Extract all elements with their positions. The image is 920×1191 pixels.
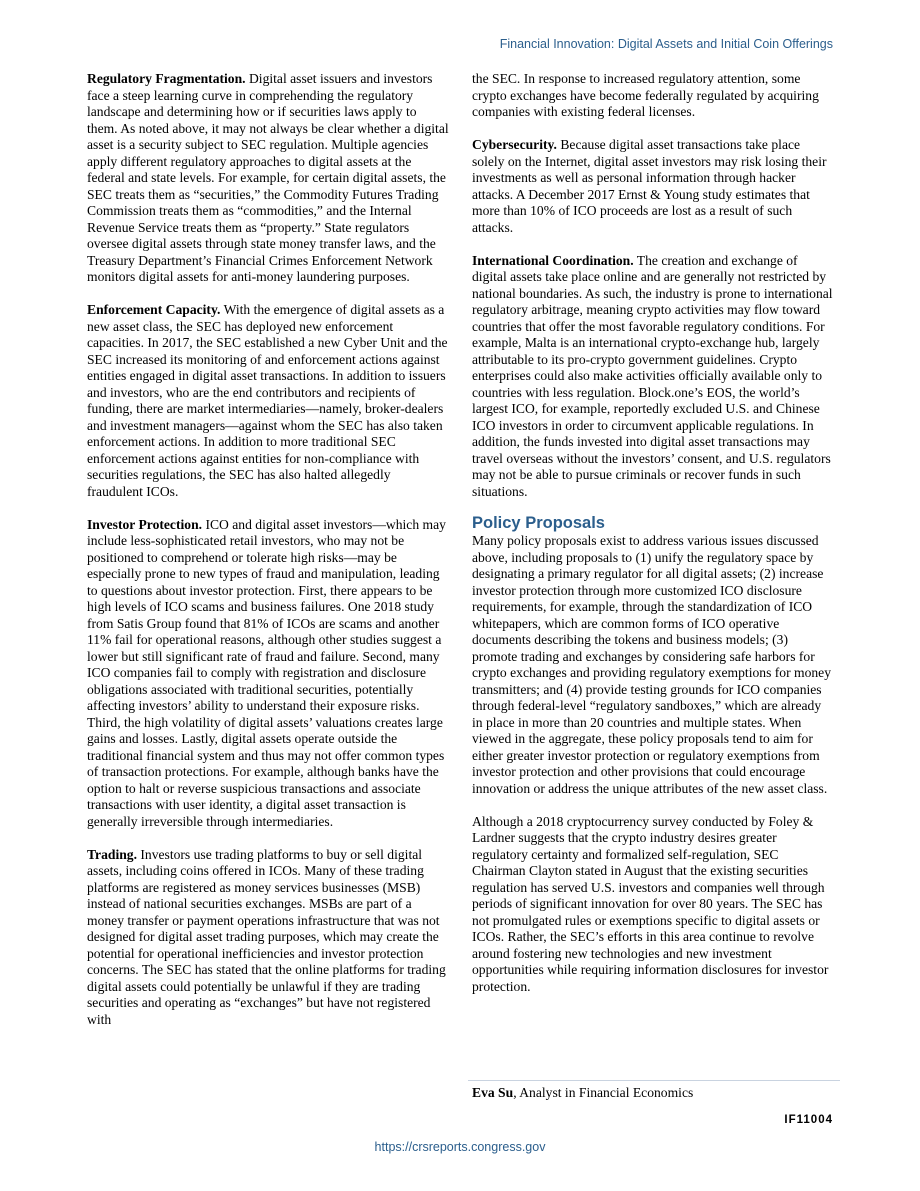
document-number: IF11004 [784, 1114, 833, 1126]
paragraph-heading: Enforcement Capacity. [87, 302, 221, 317]
paragraph-text: Because digital asset transactions take place solely on the Internet, digital asset investors may risk losing their investments as well as personal information through hacker attacks. A December 2017 Ernst & Young study estimates that more than 10% of ICO proceeds are lost as a result of such attacks. [472, 137, 827, 235]
paragraph-cybersecurity [472, 137, 834, 236]
paragraph-text: ICO and digital asset investors—which may include less-sophisticated retail investors, who may not be positioned to comprehend or tolerate high risks—may be especially prone to new types of fraud and manipulation, leading to questions about investor protection. First, there appears to be high levels of ICO scams and business failures. One 2018 study from Satis Group found that 81% of ICOs are scams and another 11% fail for operational reasons, although other studies suggest a lower but still significant rate of fraud and failure. Second, many ICO companies fail to comply with registration and disclosure obligations associated with traditional securities, potentially affecting investors’ ability to understand their exposure risks. Third, the high volatility of digital assets’ valuations creates large gains and losses. Lastly, digital assets operate outside the traditional financial system and thus may not offer common types of transaction protections. For example, although banks have the option to halt or reverse suspicious transactions and associate transactions with user identity, a digital asset transaction is generally irreversible through intermediaries. [87, 516, 446, 829]
paragraph-text: The creation and exchange of digital assets take place online and are generally not restricted by national boundaries. As such, the industry is prone to international regulatory arbitrage, meaning crypto activities may flow toward countries that offer the most favorable regulatory conditions. For example, Malta is an international crypto-exchange hub, largely attributable to its pro-crypto government guidelines. Crypto enterprises could also make activities officially available only to countries with less regulation. Block.one’s EOS, the world’s largest ICO, for example, reportedly excluded U.S. and Chinese ICO investors in order to circumvent applicable regulations. In addition, the funds invested into digital asset transactions may travel overseas without the investors’ consent, and U.S. regulators may not be able to pursue criminals or recover funds in such situations. [472, 252, 833, 499]
right-column [472, 71, 834, 1012]
paragraph-text: Investors use trading platforms to buy or sell digital assets, including coins offered in ICOs. Many of these trading platforms are registered as money services businesses (MSB) instead of national securities exchanges. MSBs are part of a money transfer or payment operations infrastructure that was not designed for digital asset trading purposes, which may create the potential for operational inefficiencies and investor protection concerns. The SEC has stated that the online platforms for trading digital assets could potentially be unlawful if they are trading securities and operating as “exchanges” but have not registered with [87, 846, 446, 1027]
paragraph-trading [87, 847, 449, 1029]
paragraph-international-coordination [472, 253, 834, 501]
paragraph-text: Digital asset issuers and investors face a steep learning curve in comprehending the regulatory landscape and determining how or if securities laws apply to them. As noted above, it may not always be clear whether a digital asset is a security subject to SEC regulation. Multiple agencies apply different regulatory approaches to digital assets at the federal and state levels. For example, for certain digital assets, the SEC treats them as “securities,” the Commodity Futures Trading Commission treats them as “commodities,” and the Internal Revenue Service treats them as “property.” State regulators oversee digital assets through state money transfer laws, and the Treasury Department’s Financial Crimes Enforcement Network monitors digital assets for anti-money laundering purposes. [87, 71, 449, 284]
author-name: Eva Su [472, 1085, 514, 1100]
paragraph-heading: Cybersecurity. [472, 137, 557, 152]
paragraph-policy-proposals: Many policy proposals exist to address various issues discussed above, including proposals to (1) unify the regulatory space by designating a primary regulator for all digital assets; (2) increase investor protection through more customized ICO disclosure requirements, for example, through the standardization of ICO whitepapers, which are common forms of ICO operative documents describing the tokens and business models; (3) promote trading and exchanges by considering safe harbors for crypto exchanges and providing regulatory exemptions for money transmitters; and (4) provide testing grounds for ICO companies through federal-level “regulatory sandboxes,” which are already in place in more than 20 countries and multiple states. When viewed in the aggregate, these policy proposals tend to aim for either greater investor protection or regulatory exemptions from investor protection and other provisions that could encourage innovation or address the unique attributes of the new asset class. [472, 533, 831, 796]
footer-url[interactable]: https://crsreports.congress.gov [374, 1140, 546, 1154]
running-header: Financial Innovation: Digital Assets and Initial Coin Offerings [499, 37, 833, 51]
section-title-policy-proposals: Policy Proposals [472, 514, 605, 532]
paragraph-continuation: the SEC. In response to increased regulatory attention, some crypto exchanges have become federally regulated by acquiring companies with existing federal licenses. [472, 71, 819, 119]
paragraph-foley-survey: Although a 2018 cryptocurrency survey conducted by Foley & Lardner suggests that the crypto industry desires greater regulatory certainty and formalized self-regulation, SEC Chairman Clayton stated in August that the existing securities regulation has served U.S. investors and companies well through periods of significant innovation for over 80 years. The SEC has not promulgated rules or exemptions specific to digital assets or ICOs. Rather, the SEC’s efforts in this area continue to revolve around fostering new technologies and new investment opportunities while requiring information disclosures for investor protection. [472, 813, 829, 994]
paragraph-heading: International Coordination. [472, 252, 634, 268]
paragraph-text: With the emergence of digital assets as a new asset class, the SEC has deployed new enforcement capacities. In 2017, the SEC established a new Cyber Unit and the SEC increased its monitoring of and enforcement actions against entities engaged in digital asset transactions. In addition to issuers and investors, who are the end contributors and recipients of funding, there are market intermediaries—namely, broker-dealers and investment managers—against whom the SEC has also taken enforcement actions. In addition to more traditional SEC enforcement actions against entities for non-compliance with securities regulations, the SEC has also halted allegedly fraudulent ICOs. [87, 302, 448, 499]
paragraph-heading: Investor Protection. [87, 516, 203, 532]
paragraph-investor-protection [87, 517, 449, 831]
paragraph-heading: Trading. [87, 846, 137, 862]
paragraph-regulatory-fragmentation [87, 71, 449, 286]
author-line [468, 1080, 840, 1102]
paragraph-enforcement-capacity [87, 302, 449, 500]
left-column [87, 71, 449, 1045]
paragraph-heading: Regulatory Fragmentation. [87, 71, 246, 86]
author-title: , Analyst in Financial Economics [513, 1085, 694, 1100]
